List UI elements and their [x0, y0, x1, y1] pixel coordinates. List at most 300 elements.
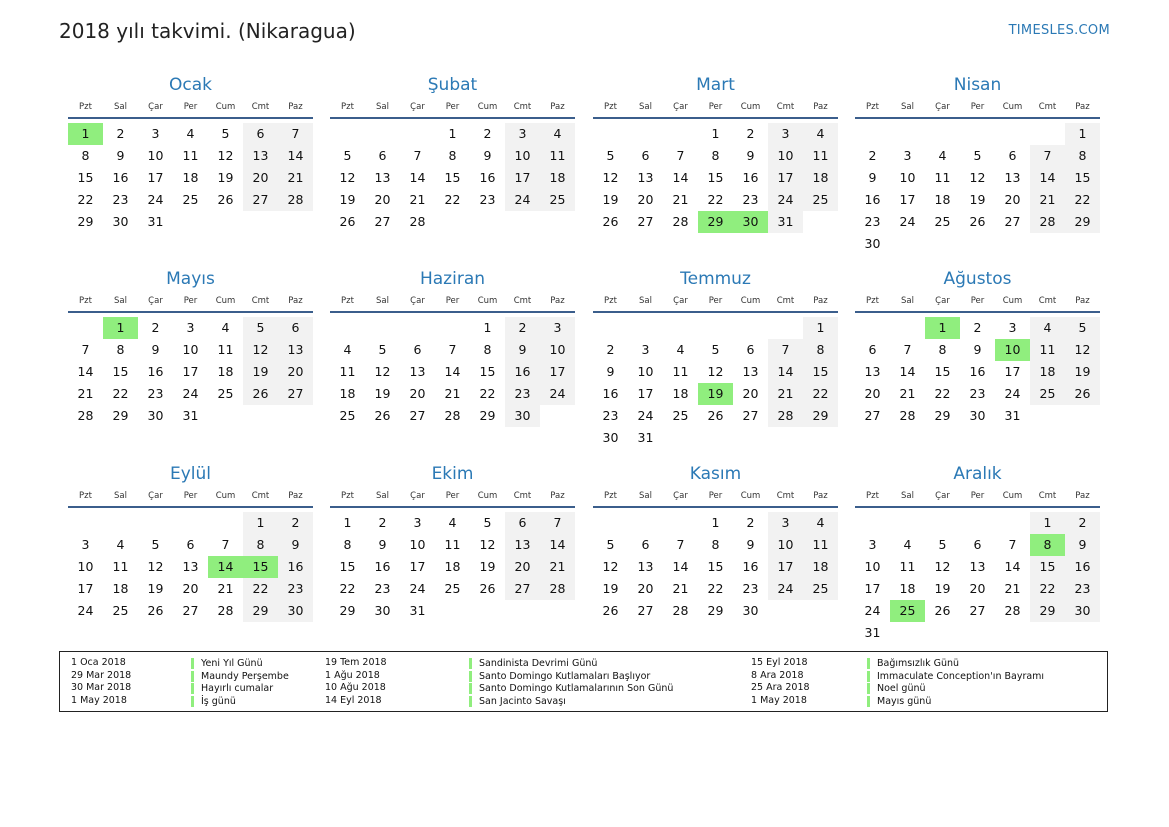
weekday-label: Paz: [813, 296, 828, 306]
weekend-day-cell: 25: [540, 189, 575, 211]
day-cell: 6: [1008, 148, 1017, 163]
weekend-day-cell: 28: [768, 405, 803, 427]
day-cell: 9: [151, 342, 160, 357]
empty-day-cell: [103, 512, 138, 534]
month-name: Mayıs: [166, 269, 215, 289]
day-cell: 6: [641, 148, 650, 163]
day-cell: 27: [374, 214, 391, 229]
week-row: [855, 167, 1100, 189]
day-cell: 6: [868, 342, 877, 357]
day-cell: 7: [1008, 537, 1017, 552]
week-row: [855, 383, 1100, 405]
weekday-label: Per: [970, 491, 985, 501]
day-cell: 19: [602, 581, 619, 596]
weekend-day-cell: 12: [243, 339, 278, 361]
weekend-day-cell: 6: [278, 317, 313, 339]
weekend-day-cell: 21: [1030, 189, 1065, 211]
day-cell: 15: [444, 170, 461, 185]
month-name: Haziran: [419, 269, 486, 289]
day-cell: 17: [1004, 364, 1021, 379]
weekday-label: Cmt: [776, 296, 795, 306]
empty-day-cell: [138, 512, 173, 534]
day-cell: 14: [672, 559, 689, 574]
day-cell: 9: [378, 537, 387, 552]
weekend-day-cell: 20: [505, 556, 540, 578]
day-cell: 21: [217, 581, 234, 596]
weekday-label: Pzt: [604, 102, 617, 112]
weekend-day-cell: 7: [1030, 145, 1065, 167]
weekend-day-cell: 10: [768, 145, 803, 167]
week-row: [593, 145, 838, 167]
weekday-label: Cum: [477, 102, 498, 112]
day-cell: 27: [969, 603, 986, 618]
month-name: Eylül: [169, 464, 212, 484]
day-cell: 11: [672, 364, 689, 379]
legend-date: 1 May 2018: [751, 694, 807, 706]
weekday-label: Paz: [288, 296, 303, 306]
weekend-day-cell: 27: [243, 189, 278, 211]
empty-day-cell: [890, 622, 925, 644]
empty-day-cell: [803, 211, 838, 233]
day-cell: 1: [483, 320, 492, 335]
day-cell: 12: [969, 170, 986, 185]
day-cell: 19: [374, 386, 391, 401]
month-name: Ocak: [169, 75, 212, 95]
day-cell: 24: [77, 603, 94, 618]
day-cell: 29: [707, 603, 724, 618]
weekend-day-cell: 4: [1030, 317, 1065, 339]
day-cell: 16: [742, 170, 759, 185]
weekday-header: [855, 101, 1100, 119]
week-row: [593, 534, 838, 556]
week-row: [593, 578, 838, 600]
week-row: [593, 317, 838, 339]
empty-day-cell: [330, 123, 365, 145]
day-cell: 2: [378, 515, 387, 530]
week-row: [855, 600, 1100, 622]
day-cell: 3: [1008, 320, 1017, 335]
month-name: Ekim: [431, 464, 474, 484]
week-row: [593, 123, 838, 145]
day-cell: 24: [899, 214, 916, 229]
weekend-day-cell: 25: [1030, 383, 1065, 405]
week-row: [330, 123, 575, 145]
month-calendar: [855, 268, 1100, 427]
day-cell: 13: [1004, 170, 1021, 185]
weekend-day-cell: 17: [768, 556, 803, 578]
weekend-day-cell: 21: [278, 167, 313, 189]
weekend-day-cell: 10: [540, 339, 575, 361]
day-cell: 19: [602, 192, 619, 207]
weekend-day-cell: 8: [1065, 145, 1100, 167]
weekday-label: Paz: [1075, 102, 1090, 112]
weekend-day-cell: 5: [243, 317, 278, 339]
empty-day-cell: [768, 600, 803, 622]
week-row: [330, 534, 575, 556]
day-cell: 6: [973, 537, 982, 552]
weekend-day-cell: 16: [505, 361, 540, 383]
week-row: [855, 361, 1100, 383]
empty-day-cell: [803, 427, 838, 449]
day-cell: 8: [116, 342, 125, 357]
day-cell: 13: [637, 559, 654, 574]
empty-day-cell: [663, 427, 698, 449]
day-cell: 3: [151, 126, 160, 141]
weekday-label: Çar: [410, 491, 425, 501]
weekday-label: Paz: [813, 102, 828, 112]
empty-day-cell: [435, 211, 470, 233]
holiday-day-cell: 10: [995, 339, 1030, 361]
day-cell: 25: [112, 603, 129, 618]
day-cell: 16: [864, 192, 881, 207]
day-cell: 11: [899, 559, 916, 574]
holiday-day-cell: 8: [1030, 534, 1065, 556]
weekend-day-cell: 19: [1065, 361, 1100, 383]
empty-day-cell: [1065, 233, 1100, 255]
day-cell: 12: [602, 559, 619, 574]
weekday-label: Çar: [148, 491, 163, 501]
weekend-day-cell: 23: [278, 578, 313, 600]
week-row: [330, 339, 575, 361]
week-row: [330, 383, 575, 405]
month-calendar: [593, 463, 838, 622]
day-cell: 22: [339, 581, 356, 596]
weekday-label: Paz: [550, 102, 565, 112]
weekday-label: Cum: [740, 102, 761, 112]
month-name: Şubat: [427, 75, 478, 95]
day-cell: 11: [217, 342, 234, 357]
empty-day-cell: [925, 512, 960, 534]
weekday-label: Sal: [639, 296, 652, 306]
empty-day-cell: [663, 317, 698, 339]
week-row: [855, 534, 1100, 556]
day-cell: 18: [217, 364, 234, 379]
weekend-day-cell: 16: [278, 556, 313, 578]
weekend-day-cell: 14: [540, 534, 575, 556]
empty-day-cell: [593, 512, 628, 534]
weekday-label: Sal: [376, 296, 389, 306]
day-cell: 8: [483, 342, 492, 357]
day-cell: 21: [444, 386, 461, 401]
empty-day-cell: [698, 427, 733, 449]
week-row: [330, 167, 575, 189]
weekday-label: Çar: [410, 102, 425, 112]
legend-holiday-name: Mayıs günü: [867, 696, 931, 707]
day-cell: 16: [112, 170, 129, 185]
day-cell: 22: [707, 581, 724, 596]
legend-date: 29 Mar 2018: [71, 669, 132, 681]
day-cell: 23: [374, 581, 391, 596]
day-cell: 12: [934, 559, 951, 574]
day-cell: 26: [147, 603, 164, 618]
weekday-header: [855, 295, 1100, 313]
weekend-day-cell: 29: [803, 405, 838, 427]
empty-day-cell: [173, 512, 208, 534]
day-cell: 24: [409, 581, 426, 596]
week-row: [68, 339, 313, 361]
day-cell: 5: [606, 537, 615, 552]
day-cell: 3: [186, 320, 195, 335]
weekend-day-cell: 30: [1065, 600, 1100, 622]
day-cell: 11: [444, 537, 461, 552]
empty-day-cell: [1030, 233, 1065, 255]
week-row: [68, 534, 313, 556]
week-row: [68, 512, 313, 534]
empty-day-cell: [540, 405, 575, 427]
weekend-day-cell: 24: [540, 383, 575, 405]
legend-date: 14 Eyl 2018: [325, 694, 382, 706]
day-cell: 21: [899, 386, 916, 401]
week-row: [68, 556, 313, 578]
day-cell: 20: [182, 581, 199, 596]
day-cell: 16: [147, 364, 164, 379]
day-cell: 7: [81, 342, 90, 357]
empty-day-cell: [400, 123, 435, 145]
day-cell: 23: [969, 386, 986, 401]
empty-day-cell: [628, 123, 663, 145]
day-cell: 17: [899, 192, 916, 207]
weekend-day-cell: 27: [278, 383, 313, 405]
empty-day-cell: [960, 233, 995, 255]
day-cell: 22: [444, 192, 461, 207]
day-cell: 4: [903, 537, 912, 552]
empty-day-cell: [505, 600, 540, 622]
weekday-label: Çar: [410, 296, 425, 306]
day-cell: 11: [934, 170, 951, 185]
day-cell: 30: [374, 603, 391, 618]
week-row: [68, 145, 313, 167]
weekend-day-cell: 9: [278, 534, 313, 556]
day-cell: 14: [672, 170, 689, 185]
day-cell: 2: [606, 342, 615, 357]
week-row: [68, 167, 313, 189]
day-cell: 19: [969, 192, 986, 207]
day-cell: 4: [221, 320, 230, 335]
day-cell: 22: [479, 386, 496, 401]
legend-holiday-name: Noel günü: [867, 683, 926, 694]
day-cell: 13: [409, 364, 426, 379]
weekday-label: Per: [445, 102, 460, 112]
holiday-day-cell: 19: [698, 383, 733, 405]
weekday-label: Çar: [148, 102, 163, 112]
day-cell: 29: [479, 408, 496, 423]
day-cell: 29: [934, 408, 951, 423]
week-row: [593, 405, 838, 427]
month-calendar: [593, 268, 838, 449]
empty-day-cell: [890, 233, 925, 255]
weekend-day-cell: 29: [243, 600, 278, 622]
day-cell: 8: [81, 148, 90, 163]
day-cell: 4: [676, 342, 685, 357]
weekday-label: Sal: [901, 491, 914, 501]
day-cell: 12: [374, 364, 391, 379]
empty-day-cell: [540, 211, 575, 233]
empty-day-cell: [995, 512, 1030, 534]
empty-day-cell: [208, 512, 243, 534]
legend-holiday-name: Santo Domingo Kutlamalarının Son Günü: [469, 683, 673, 694]
day-cell: 28: [672, 603, 689, 618]
weekend-day-cell: 7: [278, 123, 313, 145]
day-cell: 16: [969, 364, 986, 379]
weekend-day-cell: 2: [1065, 512, 1100, 534]
day-cell: 18: [339, 386, 356, 401]
month-name: Aralık: [953, 464, 1002, 484]
legend-holiday-name: Bağımsızlık Günü: [867, 658, 959, 669]
weekday-label: Paz: [1075, 296, 1090, 306]
empty-day-cell: [768, 317, 803, 339]
weekend-day-cell: 20: [278, 361, 313, 383]
month-calendar: [330, 463, 575, 622]
weekend-day-cell: 18: [1030, 361, 1065, 383]
empty-day-cell: [890, 512, 925, 534]
day-cell: 7: [221, 537, 230, 552]
weekday-label: Sal: [114, 491, 127, 501]
empty-day-cell: [173, 211, 208, 233]
day-cell: 8: [343, 537, 352, 552]
day-cell: 30: [969, 408, 986, 423]
day-cell: 6: [378, 148, 387, 163]
day-cell: 2: [151, 320, 160, 335]
day-cell: 9: [606, 364, 615, 379]
weekend-day-cell: 16: [1065, 556, 1100, 578]
weekday-label: Cmt: [251, 102, 270, 112]
day-cell: 4: [116, 537, 125, 552]
weekday-label: Paz: [550, 491, 565, 501]
weekday-label: Cmt: [776, 102, 795, 112]
weekday-label: Per: [183, 296, 198, 306]
empty-day-cell: [663, 512, 698, 534]
weekend-day-cell: 9: [505, 339, 540, 361]
weekend-day-cell: 24: [768, 189, 803, 211]
day-cell: 2: [483, 126, 492, 141]
week-row: [593, 383, 838, 405]
weekday-label: Pzt: [341, 102, 354, 112]
weekday-label: Sal: [901, 102, 914, 112]
week-row: [68, 600, 313, 622]
day-cell: 1: [448, 126, 457, 141]
day-cell: 11: [339, 364, 356, 379]
weekend-day-cell: 22: [243, 578, 278, 600]
weekend-day-cell: 21: [540, 556, 575, 578]
weekday-label: Per: [970, 102, 985, 112]
day-cell: 9: [746, 148, 755, 163]
week-row: [68, 211, 313, 233]
week-row: [68, 317, 313, 339]
day-cell: 21: [409, 192, 426, 207]
day-cell: 25: [339, 408, 356, 423]
month-name: Temmuz: [680, 269, 751, 289]
weekend-day-cell: 2: [505, 317, 540, 339]
day-cell: 26: [217, 192, 234, 207]
week-row: [330, 556, 575, 578]
day-cell: 16: [602, 386, 619, 401]
day-cell: 12: [602, 170, 619, 185]
weekday-label: Çar: [935, 102, 950, 112]
day-cell: 12: [707, 364, 724, 379]
day-cell: 31: [1004, 408, 1021, 423]
day-cell: 7: [903, 342, 912, 357]
day-cell: 18: [672, 386, 689, 401]
week-row: [855, 339, 1100, 361]
weekend-day-cell: 4: [803, 123, 838, 145]
legend-date: 25 Ara 2018: [751, 682, 810, 694]
weekday-label: Paz: [550, 296, 565, 306]
day-cell: 21: [672, 581, 689, 596]
weekday-label: Çar: [935, 491, 950, 501]
day-cell: 13: [374, 170, 391, 185]
week-row: [855, 556, 1100, 578]
day-cell: 3: [903, 148, 912, 163]
day-cell: 12: [147, 559, 164, 574]
day-cell: 21: [77, 386, 94, 401]
day-cell: 31: [864, 625, 881, 640]
day-cell: 20: [742, 386, 759, 401]
day-cell: 2: [973, 320, 982, 335]
day-cell: 11: [112, 559, 129, 574]
empty-day-cell: [663, 123, 698, 145]
empty-day-cell: [628, 512, 663, 534]
weekend-day-cell: 23: [1065, 578, 1100, 600]
day-cell: 28: [1004, 603, 1021, 618]
day-cell: 23: [742, 192, 759, 207]
holiday-day-cell: 14: [208, 556, 243, 578]
day-cell: 25: [672, 408, 689, 423]
empty-day-cell: [768, 427, 803, 449]
weekday-label: Çar: [148, 296, 163, 306]
day-cell: 5: [938, 537, 947, 552]
day-cell: 6: [641, 537, 650, 552]
day-cell: 20: [374, 192, 391, 207]
holiday-day-cell: 1: [925, 317, 960, 339]
empty-day-cell: [1030, 123, 1065, 145]
weekend-day-cell: 25: [803, 578, 838, 600]
day-cell: 28: [217, 603, 234, 618]
day-cell: 5: [221, 126, 230, 141]
day-cell: 2: [868, 148, 877, 163]
week-row: [855, 211, 1100, 233]
brand-link[interactable]: TIMESLES.COM: [1008, 23, 1110, 38]
empty-day-cell: [803, 600, 838, 622]
weekday-label: Cmt: [513, 296, 532, 306]
week-row: [593, 339, 838, 361]
day-cell: 10: [899, 170, 916, 185]
day-cell: 20: [1004, 192, 1021, 207]
day-cell: 28: [672, 214, 689, 229]
weekend-day-cell: 30: [505, 405, 540, 427]
day-cell: 5: [343, 148, 352, 163]
week-row: [68, 361, 313, 383]
weekday-label: Per: [183, 491, 198, 501]
weekend-day-cell: 14: [278, 145, 313, 167]
empty-day-cell: [68, 512, 103, 534]
month-name: Mart: [696, 75, 735, 95]
empty-day-cell: [365, 317, 400, 339]
day-cell: 1: [711, 515, 720, 530]
day-cell: 24: [182, 386, 199, 401]
week-row: [855, 317, 1100, 339]
day-cell: 15: [339, 559, 356, 574]
day-cell: 12: [479, 537, 496, 552]
month-calendar: [593, 74, 838, 233]
day-cell: 31: [147, 214, 164, 229]
day-cell: 15: [77, 170, 94, 185]
weekday-label: Per: [445, 491, 460, 501]
empty-day-cell: [540, 600, 575, 622]
day-cell: 24: [864, 603, 881, 618]
weekend-day-cell: 17: [540, 361, 575, 383]
empty-day-cell: [995, 622, 1030, 644]
week-row: [330, 405, 575, 427]
